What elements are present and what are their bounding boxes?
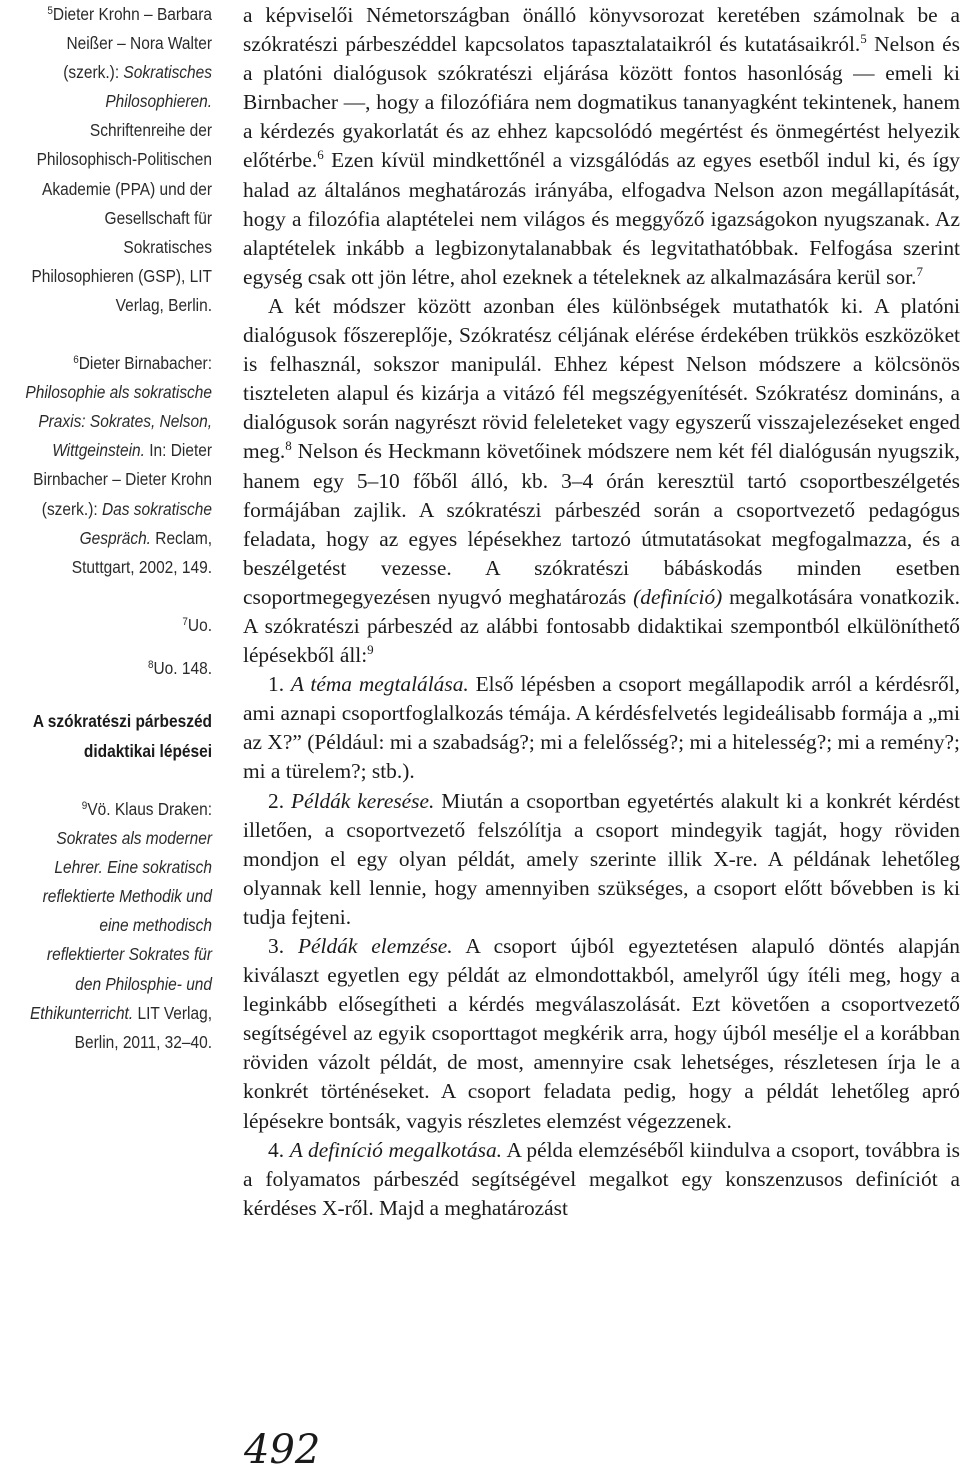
footnote-ref: 6: [317, 147, 324, 163]
step-text: A csoport újból egyeztetésen alapuló döntés alapján kiválaszt egyetlen egy példát az elmondottakból, amelyről úgy ítéli meg, hogy a leginkább elősegítheti a kérdés megválaszolását. Ezt követően a csoportvezető segítségével az egyik csoporttagot megkérik arra, hogy újból mesélje el a korábban röviden vázolt példát, de most, amennyire csak lehetséges, részletesen írja le a konkrét történéseket. A csoport feladata pedig, hogy a példát lehetőleg apró lépésekre bontsák, vagyis részletes elemzést végezzenek.: [243, 934, 960, 1133]
step-text: Első lépésben a csoport megállapodik arról a kérdésről, ami aznapi csoportfoglalkozás témája. A kérdésfelvetés legideálisabb formája a „mi az X?” (Például: mi a szabadság?; mi a felelősség?; mi a hitelesség?; mi a remény?; mi a türelem?; stb.).: [243, 672, 960, 784]
paragraph-text: a képviselői Németországban önálló könyvsorozat keretében számolnak be a szókratészi párbeszéddel kapcsolatos tapasztalataikról és kutatásaikról.: [243, 3, 960, 57]
footnote-text: In: Dieter Birnbacher – Dieter Krohn (szerk.):: [33, 440, 212, 519]
paragraph: [243, 1, 960, 292]
paragraph: [243, 292, 960, 670]
step-item: [243, 1136, 960, 1223]
footnote-number: 5: [47, 5, 53, 17]
step-item: [243, 670, 960, 786]
footnote-7: [21, 611, 212, 640]
footnote-ref: 5: [860, 31, 867, 47]
footnote-text: Uo. 148.: [153, 657, 212, 678]
footnote-text: Uo.: [187, 614, 212, 635]
footnote-8: [21, 654, 212, 683]
footnote-9: [21, 795, 212, 1057]
step-title: A definíció megalkotása.: [289, 1137, 502, 1162]
step-number: 4.: [268, 1137, 290, 1162]
footnote-number: 9: [81, 799, 88, 812]
step-text: Miután a csoportban egyetértés alakult ki a konkrét kérdést illetően, a csoportvezető felszólítja a csoport mindegyik tagját, hogy röviden mondjon el egy olyan példát, amely szerinte illik X-re. A példának lehetőleg olyannak kell lennie, hogy amennyiben szükséges, a csoport előtt bővebben is ki tudja fejteni.: [243, 788, 960, 929]
paragraph-text: A két módszer között azonban éles különbségek mutathatók ki. A platóni dialógusok főszereplője, Szókratész céljának elérése érdekében trükkös eszközöket is felhasznál, sokszor manipulál. Ehhez képest Nelson módszere a kölcsönös tiszteleten alapul és kizárja a vitázó fél megszégyenítését. Szókratész domináns, a dialógusok során nagyrészt rövid feleleteket vagy egyszerű visszajelezéseket enged meg.: [243, 293, 960, 464]
footnote-5: [21, 0, 212, 320]
footnote-number: 7: [182, 615, 188, 628]
step-item: [243, 932, 960, 1136]
step-title: Példák elemzése.: [297, 934, 453, 958]
footnote-title: Sokratisches Philosophieren.: [105, 62, 212, 112]
page-number: 492: [244, 1427, 321, 1473]
footnote-ref: 9: [367, 642, 374, 658]
footnote-ref: 7: [916, 263, 923, 279]
footnote-text: Dieter Krohn – Barbara Neißer – Nora Walter (szerk.):: [52, 4, 212, 83]
emphasis: (definíció): [633, 584, 723, 609]
step-number: 2.: [268, 788, 291, 813]
step-item: [243, 787, 960, 932]
footnote-text: Reclam, Stuttgart, 2002, 149.: [71, 527, 212, 577]
footnote-ref: 8: [285, 438, 292, 454]
step-text: A példa elemzéséből kiindulva a csoport, továbbra is a folyamatos párbeszéd segítségével megalkot egy konszenzusos definíciót a kérdéses X-ről. Majd a meghatározást: [243, 1137, 960, 1220]
step-title: A téma megtalálása.: [290, 672, 469, 697]
footnote-title: Sokrates als moderner Lehrer. Eine sokratisch reflektierte Methodik und eine methodisch reflektierter Sokrates für den Philosphie- und Ethikunterricht.: [29, 828, 213, 1023]
step-number: 3.: [268, 934, 298, 958]
footnotes-sidebar: [21, 0, 212, 1086]
footnote-title: Philosophie als sokratische Praxis: Sokrates, Nelson, Wittgeinstein.: [25, 382, 213, 461]
footnote-text: LIT Verlag, Berlin, 2011, 32–40.: [74, 1002, 212, 1052]
paragraph-text: Ezen kívül mindkettőnél a vizsgálódás az egyes esetből indul ki, és így halad az általános meghatározás irányába, elfogadva Nelson azon megállapítását, hogy a filozófia alaptételei nem világos és meggyőző igazságokon nyugszanak. Az alaptételek inkább a legbizonytalanabbak és legvitathatóbbak. Felfogása szerint egység csak ott jön létre, ahol ezeknek a tételeknek az alkalmazására kerül sor.: [243, 148, 960, 289]
main-text-column: [243, 1, 960, 1223]
paragraph-text: Nelson és Heckmann követőinek módszere nem két fél dialógusán nyugszik, hanem egy 5–10 főből álló, kb. 3–4 órán keresztül tartó csoportbeszélgetés formájában zajlik. A szókratészi párbeszéd során a csoportvezető pedagógus feladata, hogy az egyes lépésekhez tartozó útmutatásokat megfogalmazza, és a beszélgetést vezesse. A szókratészi bábáskodás minden esetben csoportmegegyezésen nyugvó meghatározás: [243, 439, 960, 609]
footnote-number: 8: [148, 658, 154, 671]
step-number: 1.: [268, 672, 291, 697]
section-heading: A szókratészi párbeszéd didaktikai lépései: [32, 710, 212, 761]
paragraph-text: Nelson és a platóni dialógusok szókratészi eljárása között fontos hasonlóság — emeli ki Birnbacher —, hogy a filozófiára nem dogmatikus tananyagként tekintenek, hanem a kérdezés gyakorlatát és az ehhez kapcsolódó megértést és önmegértést helyezik előtérbe.: [243, 32, 960, 173]
footnote-text: Vö. Klaus Draken:: [87, 798, 212, 819]
paragraph-text: megalkotására vonatkozik. A szókratészi párbeszéd az alábbi fontosabb didaktikai szempontból elkülöníthető lépésekből áll:: [243, 584, 960, 668]
footnote-title: Das sokratische Gespräch.: [79, 498, 212, 548]
footnote-text: Dieter Birnabacher:: [78, 353, 212, 374]
footnote-text: Schriftenreihe der Philosophisch-Politischen Akademie (PPA) und der Gesellschaft für Sokratisches Philosophieren (GSP), LIT Verlag, Berlin.: [31, 120, 213, 315]
footnote-6: [21, 349, 212, 582]
footnote-number: 6: [73, 354, 79, 367]
step-title: Példák keresése.: [290, 788, 435, 813]
